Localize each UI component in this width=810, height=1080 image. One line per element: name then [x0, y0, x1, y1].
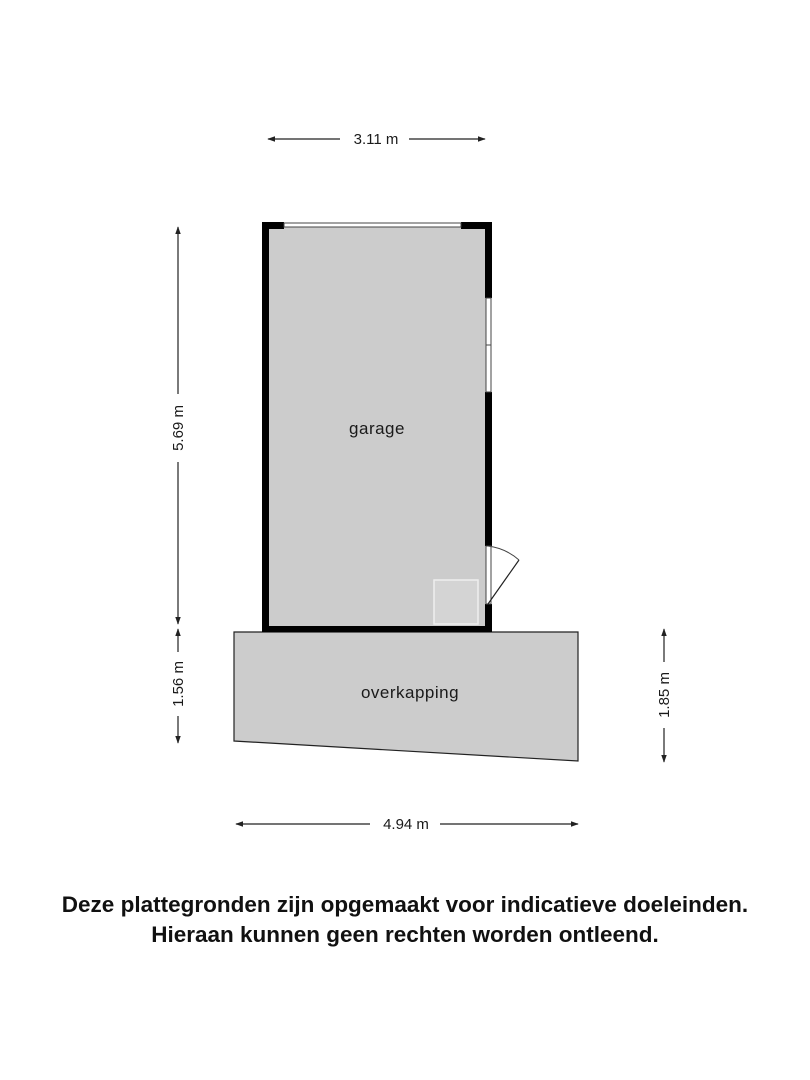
window-right: [486, 298, 491, 392]
dimension-overkapping-left: [170, 629, 187, 743]
side-door: [486, 546, 519, 604]
dimension-total-width: [236, 816, 578, 833]
dimension-garage-width: [268, 131, 485, 148]
total-width-label: 4.94 m: [383, 816, 429, 833]
disclaimer-line-2: Hieraan kunnen geen rechten worden ontleend.: [151, 922, 659, 947]
disclaimer: [0, 890, 810, 950]
overkapping-left-label: 1.56 m: [170, 661, 187, 707]
dimension-overkapping-right: [656, 629, 673, 762]
overkapping-right-label: 1.85 m: [656, 672, 673, 718]
overkapping-label: overkapping: [360, 683, 460, 702]
garage-length-label: 5.69 m: [170, 405, 187, 451]
dimension-garage-length: [170, 227, 187, 624]
utility-fixture: [434, 580, 478, 624]
disclaimer-line-1: Deze plattegronden zijn opgemaakt voor indicatieve doeleinden.: [61, 892, 749, 917]
garage-label: garage: [349, 419, 405, 438]
garage-door-opening: [284, 223, 461, 227]
garage-width-label: 3.11 m: [353, 131, 399, 148]
